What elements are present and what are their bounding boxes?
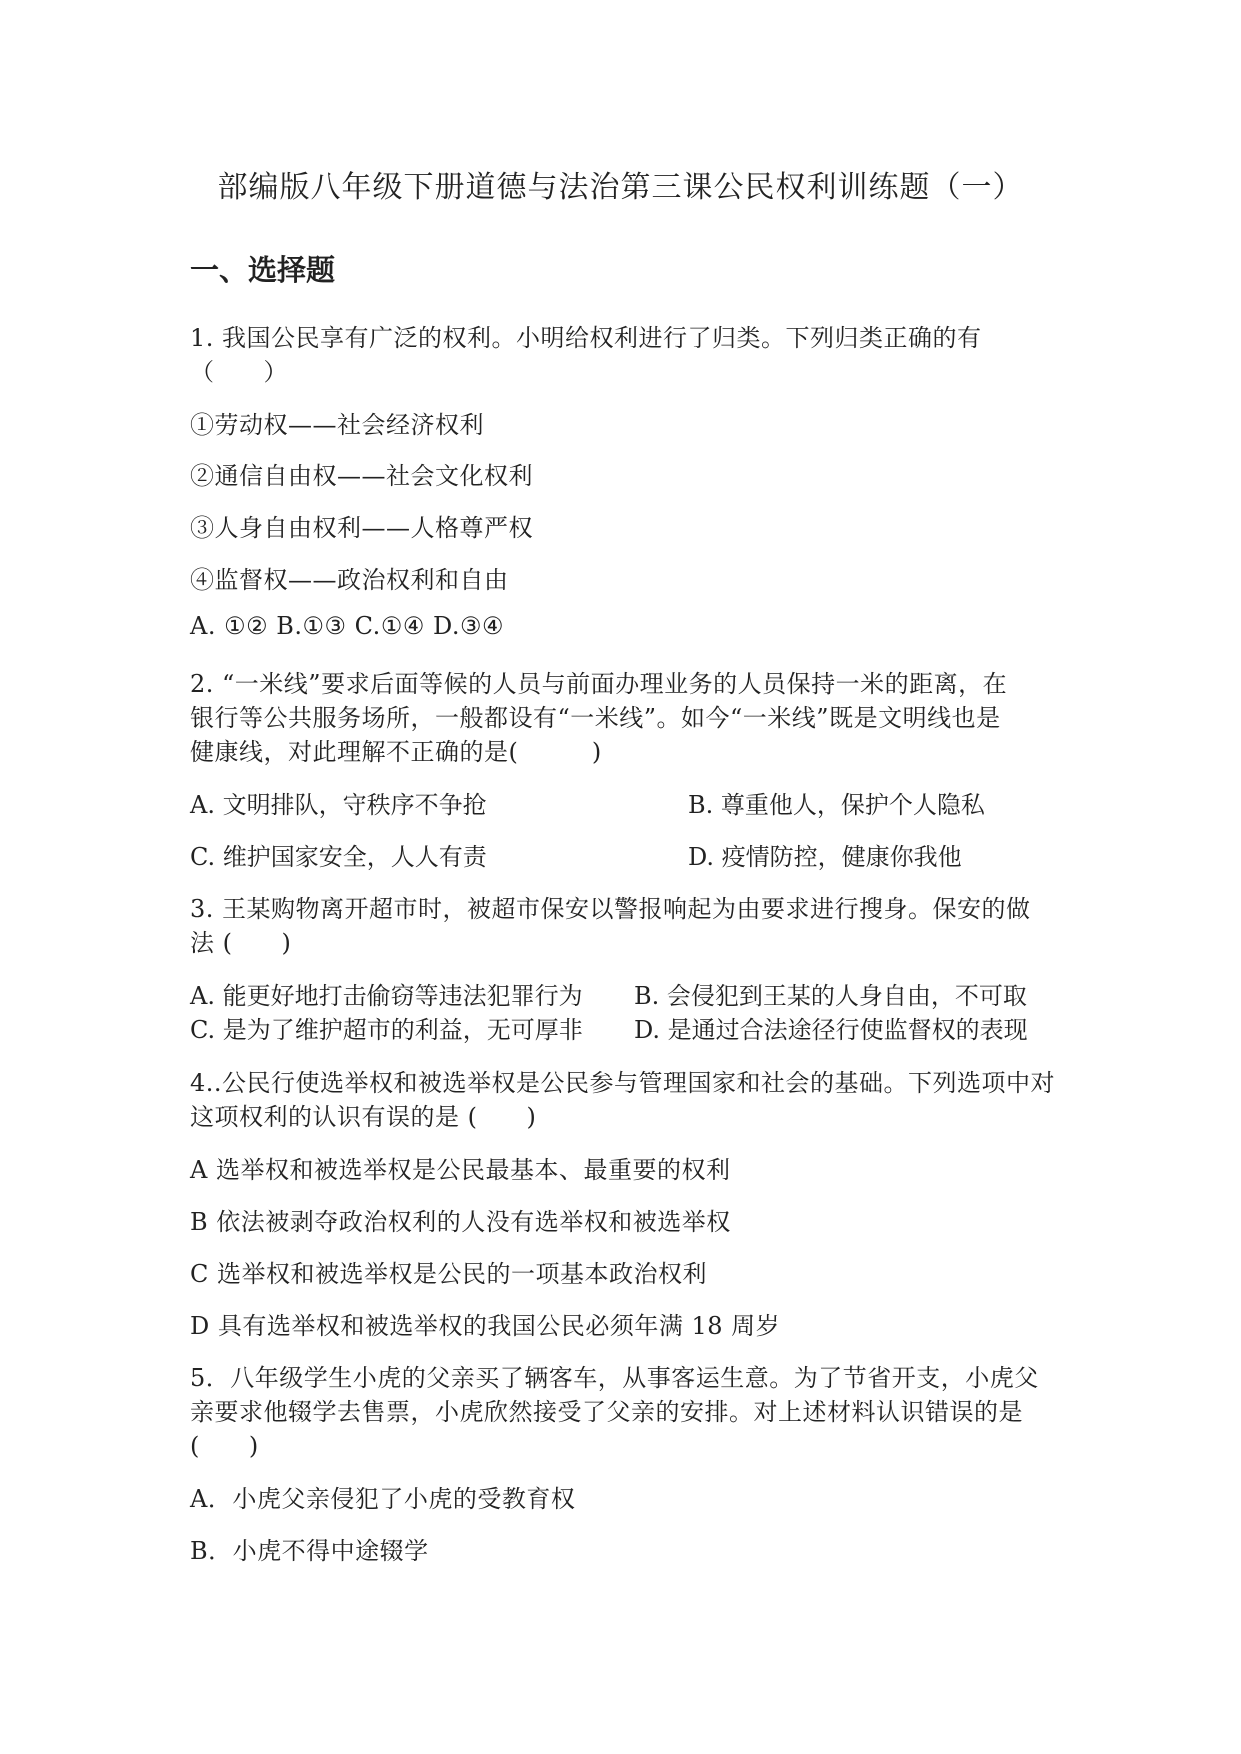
q3-stem-line-1: 3. 王某购物离开超市时，被超市保安以警报响起为由要求进行搜身。保安的做: [190, 895, 1031, 923]
q3-option-d: D. 是通过合法途径行使监督权的表现: [634, 1016, 1028, 1044]
q3-option-c: C. 是为了维护超市的利益，无可厚非: [190, 1016, 583, 1044]
q3-stem-line-2: 法 ( ): [190, 929, 292, 957]
q3-option-a: A. 能更好地打击偷窃等违法犯罪行为: [190, 982, 583, 1010]
q4-option-c: C 选举权和被选举权是公民的一项基本政治权利: [190, 1260, 707, 1288]
q5-stem-line-1: 5．八年级学生小虎的父亲买了辆客车，从事客运生意。为了节省开支，小虎父: [190, 1364, 1039, 1392]
q5-option-a: A．小虎父亲侵犯了小虎的受教育权: [190, 1485, 576, 1513]
q4-option-b: B 依法被剥夺政治权利的人没有选举权和被选举权: [190, 1208, 731, 1236]
q2-stem-line-1: 2. “一米线”要求后面等候的人员与前面办理业务的人员保持一米的距离，在: [190, 670, 1008, 698]
q5-stem-line-2: 亲要求他辍学去售票，小虎欣然接受了父亲的安排。对上述材料认识错误的是: [190, 1398, 1023, 1426]
q3-option-row-2: [190, 1010, 1060, 1045]
q2-option-d: D. 疫情防控，健康你我他: [688, 843, 962, 871]
q3-option-row-1: [190, 976, 1060, 1011]
q3-option-b: B. 会侵犯到王某的人身自由，不可取: [634, 982, 1027, 1010]
q2-option-row-1: [190, 785, 1060, 820]
q1-stem-line-2: （ ）: [190, 358, 288, 386]
q1-item-1: ①劳动权——社会经济权利: [190, 411, 484, 439]
q5-stem-line-3: ( ): [190, 1432, 259, 1460]
q1-item-4: ④监督权——政治权利和自由: [190, 566, 509, 594]
q1-stem-line-1: 1. 我国公民享有广泛的权利。小明给权利进行了归类。下列归类正确的有: [190, 324, 982, 352]
q1-options: A. ①② B.①③ C.①④ D.③④: [190, 612, 505, 640]
q4-option-d: D 具有选举权和被选举权的我国公民必须年满 18 周岁: [190, 1312, 781, 1340]
q5-option-b: B．小虎不得中途辍学: [190, 1537, 429, 1565]
section-heading: 一、选择题: [190, 253, 336, 287]
q2-option-row-2: [190, 837, 1060, 872]
q1-item-3: ③人身自由权利——人格尊严权: [190, 514, 533, 542]
q2-option-c: C. 维护国家安全，人人有责: [190, 843, 487, 871]
q4-stem-line-1: 4..公民行使选举权和被选举权是公民参与管理国家和社会的基础。下列选项中对: [190, 1069, 1056, 1097]
q2-stem-line-2: 银行等公共服务场所，一般都设有“一米线”。如今“一米线”既是文明线也是: [190, 704, 1001, 732]
q2-stem-line-3: 健康线，对此理解不正确的是( ): [190, 738, 602, 766]
q4-option-a: A 选举权和被选举权是公民最基本、最重要的权利: [190, 1156, 731, 1184]
q1-item-2: ②通信自由权——社会文化权利: [190, 462, 533, 490]
q2-option-b: B. 尊重他人，保护个人隐私: [688, 791, 985, 819]
document-title: 部编版八年级下册道德与法治第三课公民权利训练题（一）: [217, 170, 1024, 205]
q4-stem-line-2: 这项权利的认识有误的是 ( ): [190, 1103, 537, 1131]
q2-option-a: A. 文明排队，守秩序不争抢: [190, 791, 487, 819]
